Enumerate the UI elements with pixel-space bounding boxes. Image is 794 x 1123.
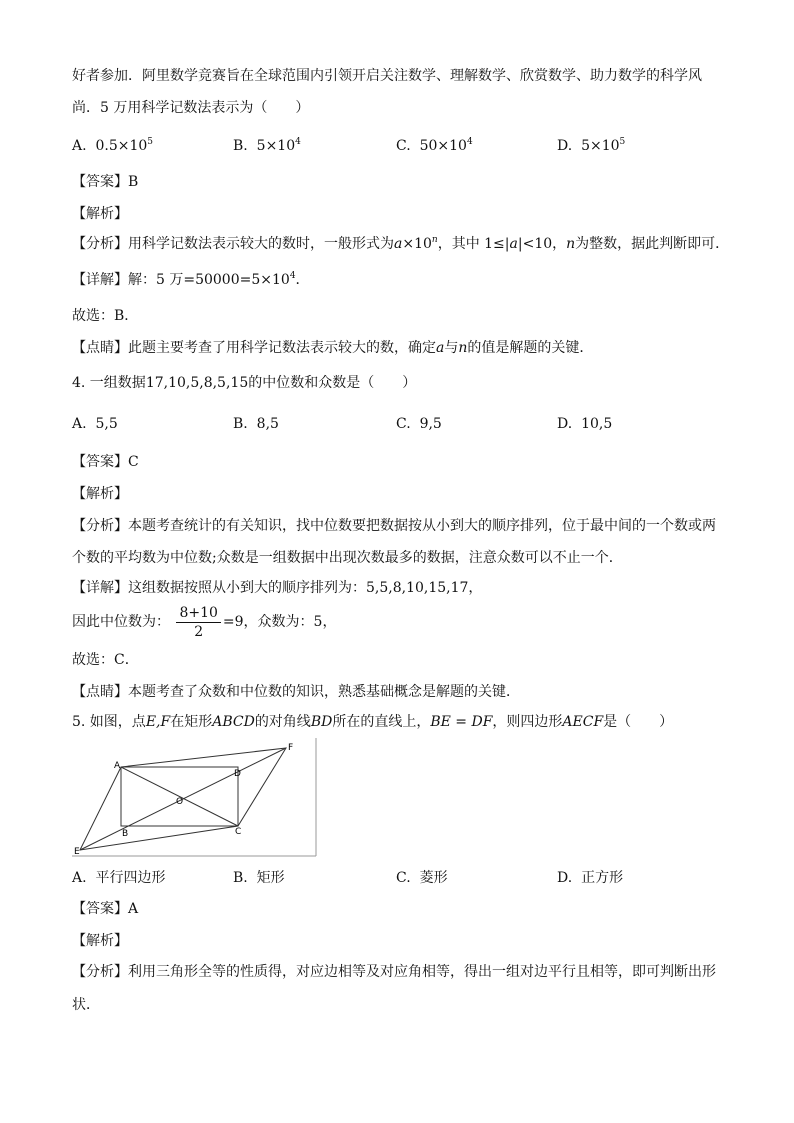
q5-stem: 5. 如图，点E,F在矩形ABCD的对角线BD所在的直线上，BE = DF，则四边形AECF是（ ） (72, 714, 674, 730)
q5-option-a[interactable] (72, 868, 165, 888)
q4-dianjing: 【点睛】本题考查了众数和中位数的知识，熟悉基础概念是解题的关键． (72, 684, 520, 700)
option-value: 矩形 (256, 870, 285, 886)
option-label: B. (233, 138, 248, 154)
q4-option-d[interactable] (557, 414, 612, 434)
option-label: C. (396, 138, 411, 154)
option-value: 5,5 (95, 416, 118, 432)
q4-answer: 【答案】C (72, 454, 139, 470)
option-value: 10,5 (581, 416, 613, 432)
option-label: B. (233, 416, 248, 432)
q4-fenxi-line2: 个数的平均数为中位数;众数是一组数据中出现次数最多的数据，注意众数可以不止一个． (72, 550, 623, 566)
option-value: 0.5×10 (95, 138, 148, 154)
option-label: A. (72, 870, 87, 886)
option-value: 平行四边形 (95, 870, 166, 886)
q4-choose: 故选：C． (72, 652, 139, 668)
q3-choose: 故选：B． (72, 308, 139, 324)
label-b: B (122, 829, 129, 839)
label-d: D (234, 769, 241, 779)
q4-data-set: 17,10,5,8,5,15 (145, 375, 249, 391)
option-value: 5×10 (581, 138, 620, 154)
label-o: O (176, 797, 184, 807)
label-a: A (114, 761, 121, 771)
option-label: C. (396, 416, 411, 432)
q3-option-d[interactable] (557, 136, 625, 156)
option-label: C. (396, 870, 411, 886)
q5-fenxi-line1: 【分析】利用三角形全等的性质得，对应边相等及对应角相等，得出一组对边平行且相等，即可判断出形 (72, 964, 716, 980)
q3-stem-line2: 尚．5 万用科学记数法表示为（ ） (72, 100, 310, 116)
q5-option-d[interactable] (557, 868, 623, 888)
option-label: D. (557, 870, 573, 886)
option-exponent: 4 (295, 137, 301, 147)
option-value: 9,5 (419, 416, 442, 432)
q3-fenxi: 【分析】用科学记数法表示较大的数时，一般形式为$a\times 10^n$，其中 1≤|a|<10，n为整数，据此判断即可． (72, 235, 730, 252)
option-value: 菱形 (419, 870, 448, 886)
label-e: F (288, 743, 294, 753)
q3-option-c[interactable] (396, 136, 473, 156)
option-value: 50×10 (419, 138, 467, 154)
q5-answer: 【答案】A (72, 901, 139, 917)
q4-median: 因此中位数为： $\frac{8+10}{2}$ =9，众数为：5， (72, 604, 337, 640)
q4-option-a[interactable] (72, 414, 118, 434)
q3-dianjing: 【点睛】此题主要考查了用科学记数法表示较大的数，确定a与n的值是解题的关键． (72, 340, 594, 356)
option-label: D. (557, 416, 573, 432)
q3-analysis-heading: 【解析】 (72, 206, 128, 222)
option-label: D. (557, 138, 573, 154)
option-exponent: 4 (466, 137, 473, 147)
option-label: A. (72, 416, 87, 432)
q4-option-b[interactable] (233, 414, 279, 434)
q5-fenxi-line2: 状． (72, 997, 100, 1013)
q5-option-c[interactable] (396, 868, 448, 888)
q5-analysis-heading: 【解析】 (72, 933, 128, 949)
median-fraction: $\frac{8+10}{2}$ (176, 604, 220, 641)
option-value: 5×10 (256, 138, 296, 154)
option-exponent: 5 (619, 137, 626, 147)
option-exponent: 5 (147, 137, 154, 147)
option-label: B. (233, 870, 248, 886)
q4-stem: 4. 一组数据17,10,5,8,5,15的中位数和众数是（ ） (72, 375, 417, 391)
q4-option-c[interactable] (396, 414, 442, 434)
label-f: E (74, 847, 80, 857)
option-value: 正方形 (581, 870, 624, 886)
label-c: C (235, 827, 242, 837)
option-label: A. (72, 138, 87, 154)
option-value: 8,5 (256, 416, 279, 432)
q3-answer: 【答案】B (72, 174, 139, 190)
q3-option-a[interactable] (72, 136, 153, 156)
q4-xiangjie: 【详解】这组数据按照从小到大的顺序排列为：5,5,8,10,15,17， (72, 580, 483, 596)
q3-option-b[interactable] (233, 136, 301, 156)
q4-fenxi-line1: 【分析】本题考查统计的有关知识，找中位数要把数据按从小到大的顺序排列，位于最中间的一个数或两 (72, 518, 716, 534)
q5-option-b[interactable] (233, 868, 285, 888)
q4-analysis-heading: 【解析】 (72, 486, 128, 502)
q3-stem-line1: 好者参加．阿里数学竞赛旨在全球范围内引领开启关注数学、理解数学、欣赏数学、助力数学的科学风 (72, 68, 702, 84)
rectangle-diagonal-figure (72, 738, 322, 862)
q3-xiangjie: 【详解】解：5 万$=50000=5\times 10^4$． (72, 271, 310, 288)
